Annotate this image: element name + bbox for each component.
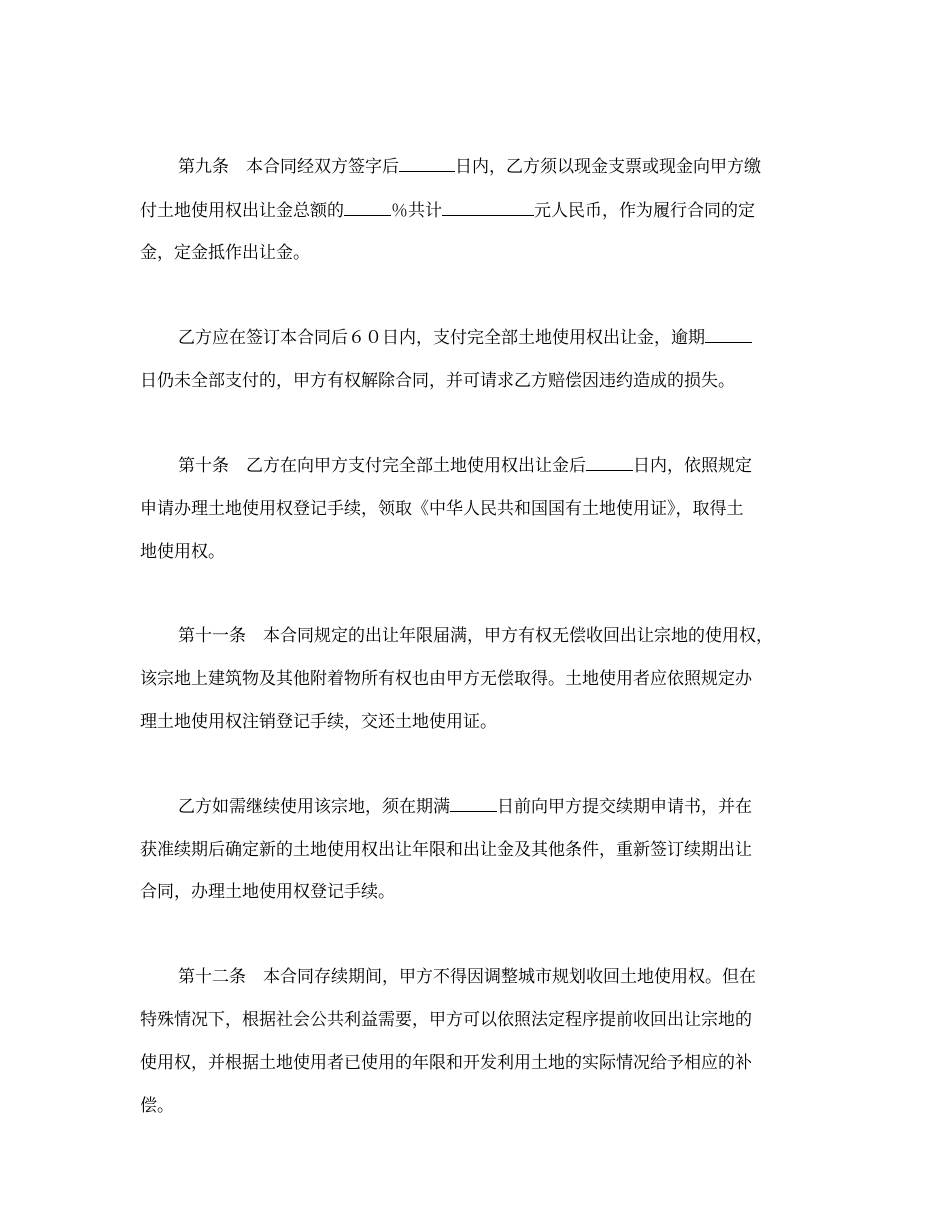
p5-line-3 [140,880,395,904]
art9-text-1b: 日内，乙方须以现金支票或现金向甲方缴 [455,157,761,177]
p5-text-1b: 日前向甲方提交续期申请书，并在 [497,797,752,817]
blank-overdue-days[interactable] [705,326,752,343]
art10-text-2: 申请办理土地使用权登记手续，领取《中华人民共和国国有土地使用证》，取得土 [140,499,744,519]
art9-text-1a: 第九条 本合同经双方签字后 [178,157,399,177]
art10-line-3 [140,540,225,564]
art12-text-4: 偿。 [140,1096,174,1116]
p5-line-1 [178,795,752,819]
blank-amount[interactable] [442,199,534,216]
p2-text-2: 日仍未全部支付的，甲方有权解除合同，并可请求乙方赔偿因违约造成的损失。 [140,371,735,391]
art12-line-2 [140,1008,752,1032]
art10-text-1b: 日内，依照规定 [633,456,752,476]
art12-line-4 [140,1094,174,1118]
p2-line-2 [140,369,735,393]
art10-text-3: 地使用权。 [140,542,225,562]
blank-days-after-signing[interactable] [399,155,455,172]
art11-line-3 [140,710,497,734]
p2-text-1a: 乙方应在签订本合同后６０日内，支付完全部土地使用权出让金，逾期 [178,328,705,348]
p5-text-3: 合同，办理土地使用权登记手续。 [140,882,395,902]
art9-text-2b: ％共计 [391,201,442,221]
art11-line-2 [140,667,752,691]
art11-text-2: 该宗地上建筑物及其他附着物所有权也由甲方无偿取得。土地使用者应依照规定办 [140,669,752,689]
art12-text-3: 使用权，并根据土地使用者已使用的年限和开发利用土地的实际情况给予相应的补 [140,1053,752,1073]
art9-line-2 [140,199,755,223]
art9-text-2a: 付土地使用权出让金总额的 [140,201,344,221]
art12-line-3 [140,1051,752,1075]
p5-text-2: 获准续期后确定新的土地使用权出让年限和出让金及其他条件，重新签订续期出让 [140,840,752,860]
art10-line-2 [140,497,744,521]
art10-text-1a: 第十条 乙方在向甲方支付完全部土地使用权出让金后 [178,456,586,476]
art11-line-1 [178,624,773,648]
art12-text-1: 第十二条 本合同存续期间，甲方不得因调整城市规划收回土地使用权。但在 [178,967,756,987]
blank-percent[interactable] [344,199,391,216]
p5-text-1a: 乙方如需继续使用该宗地，须在期满 [178,797,450,817]
art9-text-2c: 元人民币，作为履行合同的定 [534,201,755,221]
art9-line-3 [140,241,310,265]
p5-line-2 [140,838,752,862]
art10-line-1 [178,454,752,478]
art9-line-1 [178,155,761,179]
art11-text-3: 理土地使用权注销登记手续，交还土地使用证。 [140,712,497,732]
art12-line-1 [178,965,756,989]
art11-text-1: 第十一条 本合同规定的出让年限届满，甲方有权无偿收回出让宗地的使用权， [178,626,773,646]
art9-text-3: 金，定金抵作出让金。 [140,243,310,263]
blank-registration-days[interactable] [586,454,633,471]
blank-expiry-days[interactable] [450,795,497,812]
art12-text-2: 特殊情况下，根据社会公共利益需要，甲方可以依照法定程序提前收回出让宗地的 [140,1010,752,1030]
p2-line-1 [178,326,752,350]
